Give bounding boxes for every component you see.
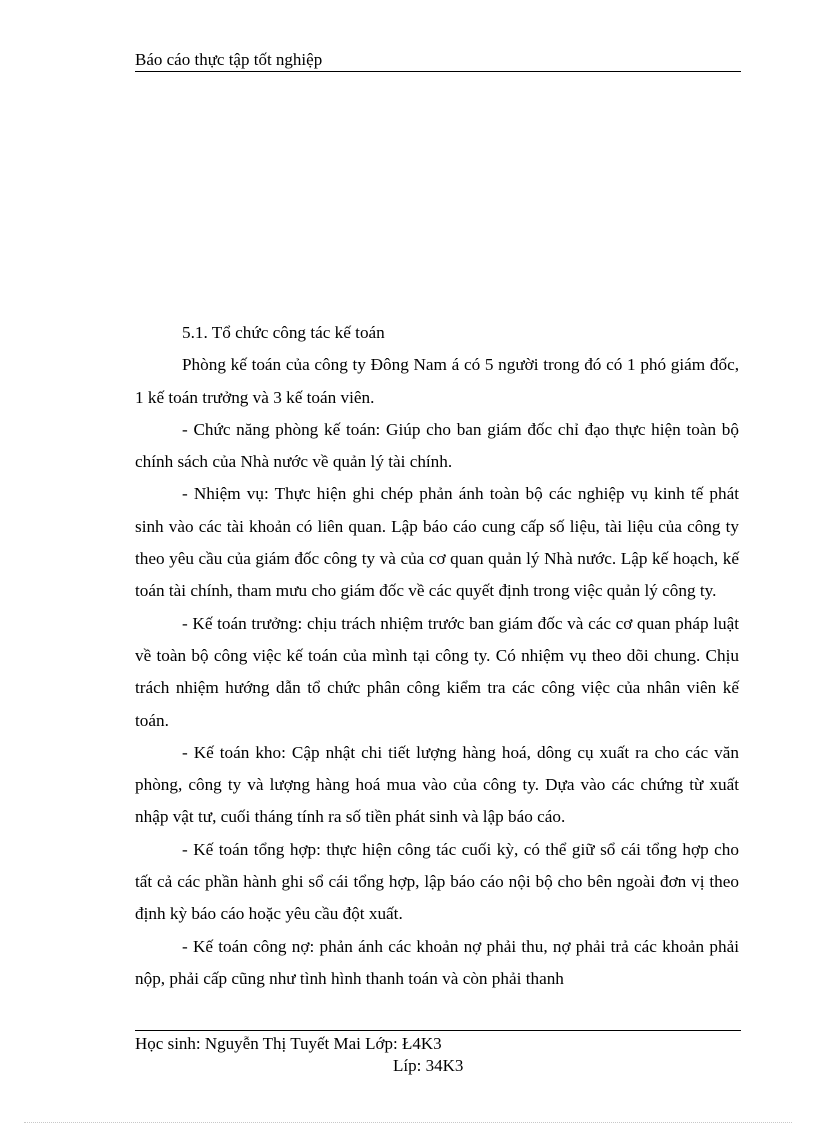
footer-rule [135,1030,741,1031]
running-header: Báo cáo thực tập tốt nghiệp [135,50,323,69]
footer-class-line: Líp: 34K3 [393,1056,464,1075]
page-body [135,317,739,995]
paragraph: - Kế toán tổng hợp: thực hiện công tác cuối kỳ, có thể giữ sổ cái tổng hợp cho tất cả các phần hành ghi sổ cái tổng hợp, lập báo cáo nội bộ cho bên ngoài đơn vị theo định kỳ báo cáo hoặc yêu cầu đột xuất. [135,839,739,924]
section-heading: 5.1. Tổ chức công tác kế toán [182,323,385,342]
footer-student-line: Học sinh: Nguyễn Thị Tuyết Mai Lớp: Ł4K3 [135,1034,442,1053]
paragraph: - Kế toán công nợ: phản ánh các khoản nợ phải thu, nợ phải trả các khoản phải nộp, phải cấp cũng như tình hình thanh toán và còn phải thanh [135,936,739,988]
paragraph: - Kế toán trưởng: chịu trách nhiệm trước ban giám đốc và các cơ quan pháp luật về toàn bộ công việc kế toán của mình tại công ty. Có nhiệm vụ theo dõi chung. Chịu trách nhiệm hướng dẫn tổ chức phân công kiểm tra các công việc của nhân viên kế toán. [135,613,739,730]
header-rule [135,71,741,72]
paragraph: - Kế toán kho: Cập nhật chi tiết lượng hàng hoá, dông cụ xuất ra cho các văn phòng, công ty và lượng hàng hoá mua vào của công ty. Dựa vào các chứng từ xuất nhập vật tư, cuối tháng tính ra số tiền phát sinh và lập báo cáo. [135,742,739,827]
paragraph: - Nhiệm vụ: Thực hiện ghi chép phản ánh toàn bộ các nghiệp vụ kinh tế phát sinh vào các tài khoản có liên quan. Lập báo cáo cung cấp số liệu, tài liệu của công ty theo yêu cầu của giám đốc công ty và của cơ quan quản lý Nhà nước. Lập kế hoạch, kế toán tài chính, tham mưu cho giám đốc về các quyết định trong việc quản lý công ty. [135,484,739,601]
paragraph: Phòng kế toán của công ty Đông Nam á có 5 người trong đó có 1 phó giám đốc, 1 kế toán trưởng và 3 kế toán viên. [135,355,739,407]
paragraph: - Chức năng phòng kế toán: Giúp cho ban giám đốc chỉ đạo thực hiện toàn bộ chính sách của Nhà nước về quản lý tài chính. [135,419,739,472]
